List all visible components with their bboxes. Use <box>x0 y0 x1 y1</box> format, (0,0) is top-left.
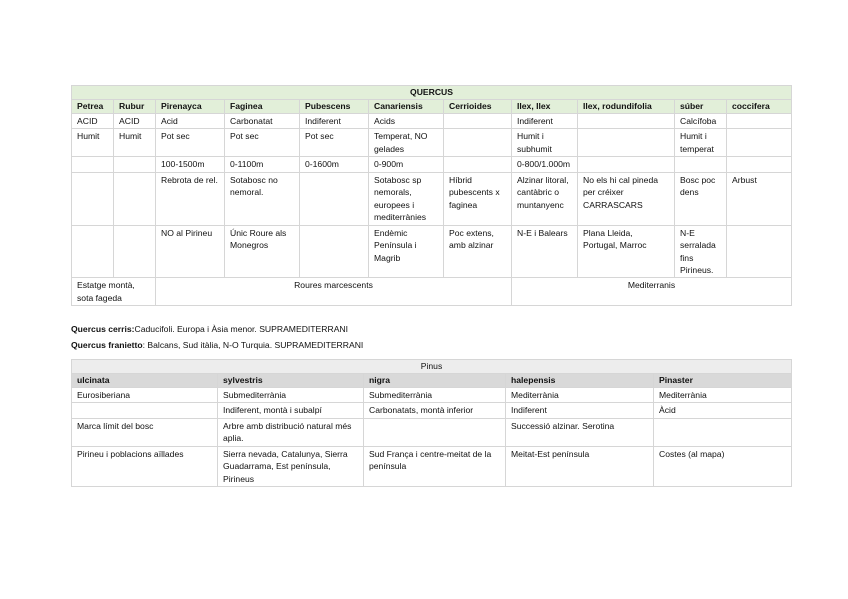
table-cell <box>72 225 114 278</box>
table-cell: Costes (al mapa) <box>654 446 792 486</box>
table-cell <box>727 114 792 129</box>
table-cell: Únic Roure als Monegros <box>225 225 300 278</box>
pinus-header-row <box>72 374 792 388</box>
column-header: Faginea <box>225 100 300 114</box>
pinus-table <box>71 359 792 487</box>
table-row <box>72 172 792 225</box>
table-row <box>72 418 792 446</box>
table-cell <box>675 157 727 172</box>
note-line <box>71 323 791 335</box>
table-cell <box>72 157 114 172</box>
table-cell: Rebrota de rel. <box>156 172 225 225</box>
note-label: Quercus franietto <box>71 340 143 350</box>
table-cell: No els hi cal pineda per créixer CARRASCARS <box>578 172 675 225</box>
table-cell: N-E i Balears <box>512 225 578 278</box>
table-cell: Acids <box>369 114 444 129</box>
table-cell: ACID <box>114 114 156 129</box>
table-cell: Sotabosc no nemoral. <box>225 172 300 225</box>
table-row <box>72 446 792 486</box>
table-cell: Mediterrània <box>506 388 654 403</box>
quercus-header-row <box>72 100 792 114</box>
table-cell: Bosc poc dens <box>675 172 727 225</box>
table-cell: Temperat, NO gelades <box>369 129 444 157</box>
table-cell: Alzinar litoral, cantàbric o muntanyenc <box>512 172 578 225</box>
column-header: Canariensis <box>369 100 444 114</box>
table-row <box>72 114 792 129</box>
table-cell: 0-800/1.000m <box>512 157 578 172</box>
table-cell: Sierra nevada, Catalunya, Sierra Guadarrama, Est península, Pirineus <box>218 446 364 486</box>
quercus-footer-row <box>72 278 792 306</box>
table-cell <box>727 157 792 172</box>
table-cell <box>364 418 506 446</box>
table-cell: Arbust <box>727 172 792 225</box>
group-label-marcescents: Roures marcescents <box>156 278 512 306</box>
table-cell: Pirineu i poblacions aïllades <box>72 446 218 486</box>
table-cell: Sud França i centre-meitat de la península <box>364 446 506 486</box>
table-cell <box>654 418 792 446</box>
table-cell: Eurosiberiana <box>72 388 218 403</box>
column-header: súber <box>675 100 727 114</box>
table-cell: Arbre amb distribució natural més aplia. <box>218 418 364 446</box>
table-cell <box>300 225 369 278</box>
table-cell: Endèmic Península i Magrib <box>369 225 444 278</box>
pinus-title: Pinus <box>72 360 792 374</box>
column-header: nigra <box>364 374 506 388</box>
table-cell: Meitat-Est península <box>506 446 654 486</box>
table-cell: Indiferent <box>512 114 578 129</box>
table-cell: Indiferent <box>506 403 654 418</box>
table-cell <box>727 225 792 278</box>
table-cell <box>444 157 512 172</box>
table-cell: NO al Pirineu <box>156 225 225 278</box>
table-cell <box>114 172 156 225</box>
note-text: : Balcans, Sud itàlia, N-O Turquia. SUPRAMEDITERRANI <box>142 340 364 350</box>
table-cell <box>444 129 512 157</box>
table-cell: Humit i subhumit <box>512 129 578 157</box>
note-line <box>71 339 791 351</box>
column-header: sylvestris <box>218 374 364 388</box>
table-cell: 0-900m <box>369 157 444 172</box>
column-header: Cerrioides <box>444 100 512 114</box>
table-cell: ACID <box>72 114 114 129</box>
column-header: Ilex, rodundifolia <box>578 100 675 114</box>
table-cell: Àcid <box>654 403 792 418</box>
table-cell <box>114 157 156 172</box>
table-cell <box>72 172 114 225</box>
table-cell: Successió alzinar. Serotina <box>506 418 654 446</box>
quercus-table <box>71 85 792 306</box>
table-cell <box>578 129 675 157</box>
table-cell <box>444 114 512 129</box>
note-label: Quercus cerris: <box>71 324 135 334</box>
table-cell: Calcífoba <box>675 114 727 129</box>
table-cell: Pot sec <box>225 129 300 157</box>
table-row <box>72 225 792 278</box>
table-cell <box>114 225 156 278</box>
column-header: halepensis <box>506 374 654 388</box>
column-header: Ilex, Ilex <box>512 100 578 114</box>
table-row <box>72 129 792 157</box>
table-cell: Poc extens, amb alzinar <box>444 225 512 278</box>
table-cell: Humit i temperat <box>675 129 727 157</box>
note-text: Caducifoli. Europa i Àsia menor. SUPRAMEDITERRANI <box>134 324 349 334</box>
column-header: coccifera <box>727 100 792 114</box>
table-cell: Carbonatat <box>225 114 300 129</box>
table-cell: N-E serralada fins Pirineus. <box>675 225 727 278</box>
table-cell: 0-1100m <box>225 157 300 172</box>
table-cell: Indiferent, montà i subalpí <box>218 403 364 418</box>
column-header: Pirenayca <box>156 100 225 114</box>
table-cell: Submediterrània <box>364 388 506 403</box>
table-cell: Marca límit del bosc <box>72 418 218 446</box>
table-cell: Híbrid pubescents x faginea <box>444 172 512 225</box>
column-header: Pinaster <box>654 374 792 388</box>
column-header: Petrea <box>72 100 114 114</box>
table-cell <box>578 114 675 129</box>
table-cell <box>727 129 792 157</box>
table-cell: Submediterrània <box>218 388 364 403</box>
column-header: Pubescens <box>300 100 369 114</box>
table-cell: Humit <box>72 129 114 157</box>
table-row <box>72 157 792 172</box>
table-cell: Estatge montà, sota fageda <box>72 278 156 306</box>
table-cell: Mediterrània <box>654 388 792 403</box>
table-cell: Pot sec <box>156 129 225 157</box>
column-header: ulcinata <box>72 374 218 388</box>
table-cell: 100-1500m <box>156 157 225 172</box>
table-cell: Indiferent <box>300 114 369 129</box>
table-row <box>72 388 792 403</box>
table-row <box>72 403 792 418</box>
table-cell: Carbonatats, montà inferior <box>364 403 506 418</box>
quercus-title: QUERCUS <box>72 86 792 100</box>
column-header: Rubur <box>114 100 156 114</box>
table-cell: Plana Lleida, Portugal, Marroc <box>578 225 675 278</box>
table-cell <box>578 157 675 172</box>
table-cell <box>300 172 369 225</box>
table-cell <box>72 403 218 418</box>
group-label-mediterranis: Mediterranis <box>512 278 792 306</box>
table-cell: Pot sec <box>300 129 369 157</box>
table-cell: Acid <box>156 114 225 129</box>
table-cell: Sotabosc sp nemorals, europees i mediterrànies <box>369 172 444 225</box>
table-cell: 0-1600m <box>300 157 369 172</box>
table-cell: Humit <box>114 129 156 157</box>
